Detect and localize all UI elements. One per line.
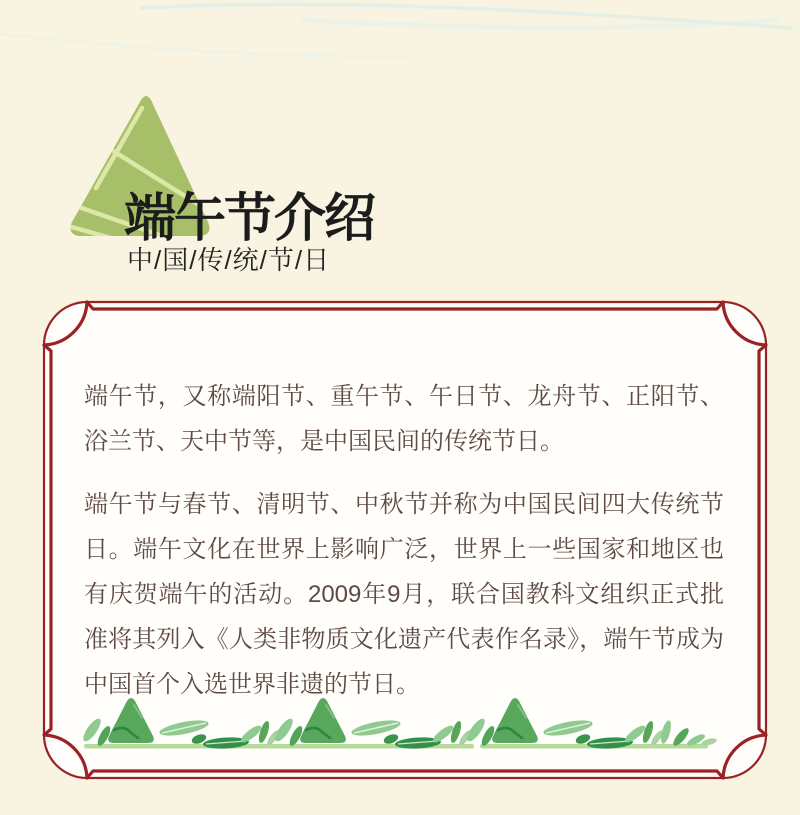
- intro-paragraph-2: 端午节与春节、清明节、中秋节并称为中国民间四大传统节日。端午文化在世界上影响广泛，世界上一些国家和地区也有庆贺端午的活动。2009年9月，联合国教科文组织正式批准将其列入《人类非物质文化遗产代表作名录》，端午节成为中国首个入选世界非遗的节日。: [84, 491, 724, 698]
- page-title: 端午节介绍: [124, 190, 375, 248]
- zongzi-leaves-border-decoration: [78, 692, 726, 752]
- intro-text: [84, 374, 724, 707]
- intro-paragraph-1: 端午节，又称端阳节、重午节、午日节、龙舟节、正阳节、浴兰节、天中节等，是中国民间的传统节日。: [84, 383, 724, 455]
- intro-card: [38, 296, 778, 788]
- page-subtitle: 中/国/传/统/节/日: [127, 245, 331, 275]
- sky-streaks-decoration: [0, 0, 800, 70]
